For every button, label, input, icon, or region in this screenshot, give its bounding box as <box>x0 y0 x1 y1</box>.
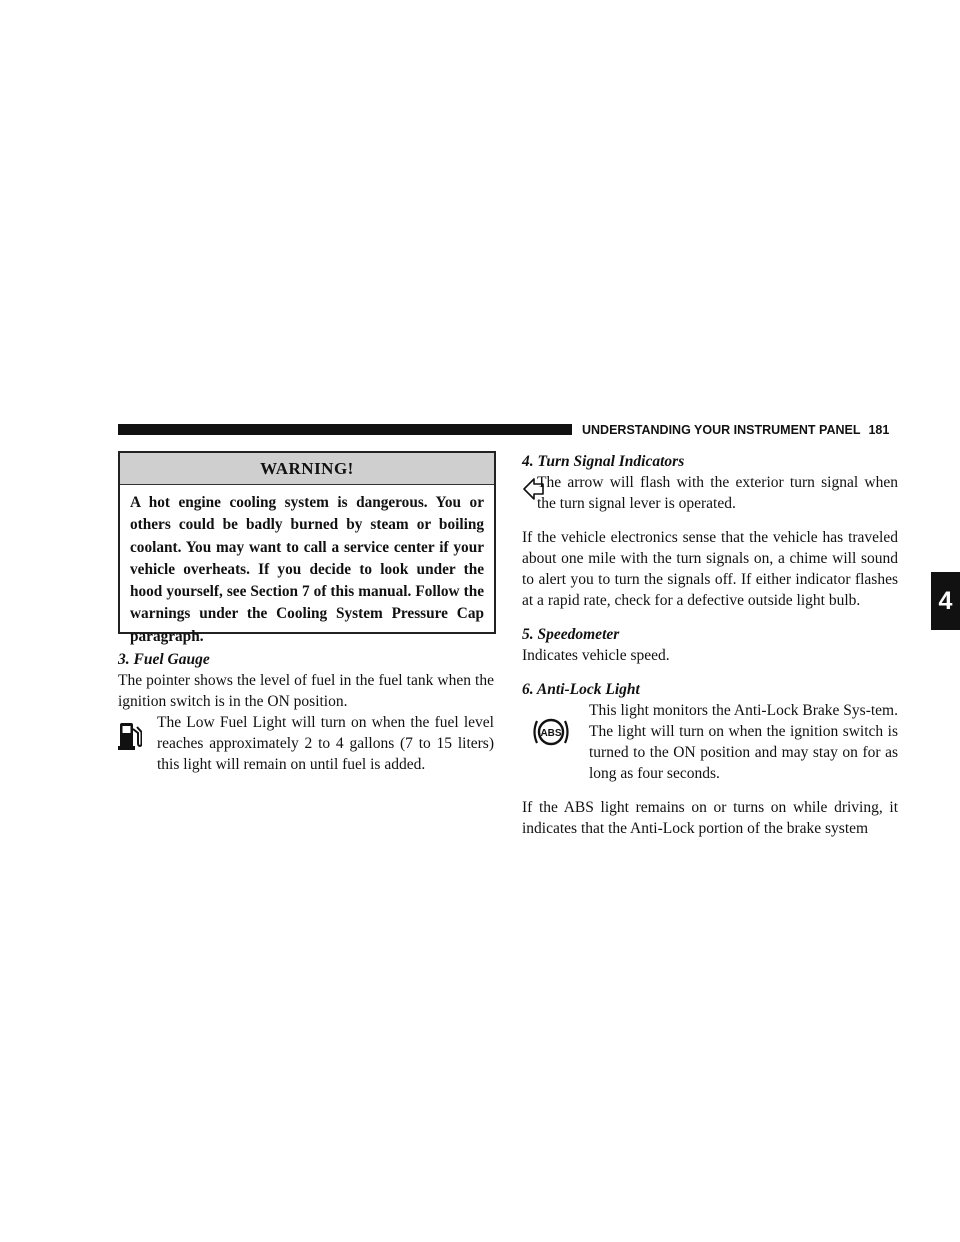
fuel-gauge-text: The pointer shows the level of fuel in the fuel tank when the ignition switch is in the ON position. <box>118 672 494 710</box>
abs-icon-label: ABS <box>540 728 562 739</box>
running-header <box>582 421 902 439</box>
anti-lock-text: If the ABS light remains on or turns on while driving, it indicates that the Anti-Lock portion of the brake system <box>522 799 898 837</box>
speedometer-heading: 5. Speedometer <box>522 626 620 643</box>
chapter-tab: 4 <box>931 572 960 630</box>
fuel-gauge-heading: 3. Fuel Gauge <box>118 651 210 668</box>
warning-text: A hot engine cooling system is dangerous. You or others could be badly burned by steam or boiling coolant. You may want to call a service center if your vehicle overheats. If you decide to look under the hood yourself, see Section 7 of this manual. Follow the warnings under the Cooling System Pressure Cap paragraph. <box>130 494 484 645</box>
anti-lock-block <box>522 700 898 784</box>
section-title: UNDERSTANDING YOUR INSTRUMENT PANEL <box>582 423 861 437</box>
abs-icon <box>530 715 572 754</box>
left-column <box>118 649 494 775</box>
low-fuel-block <box>118 712 494 775</box>
page-number: 181 <box>868 423 890 437</box>
turn-signal-block <box>522 472 898 514</box>
right-column <box>522 451 898 839</box>
fuel-pump-icon <box>118 720 142 755</box>
turn-signal-arrow-icon <box>523 477 545 506</box>
turn-signal-text: If the vehicle electronics sense that the vehicle has traveled about one mile with the turn signals on, a chime will sound to alert you to turn the signals off. If either indicator flashes at a rapid rate, check for a defective outside light bulb. <box>522 529 898 609</box>
anti-lock-heading: 6. Anti-Lock Light <box>522 681 640 698</box>
warning-title: WARNING! <box>120 453 494 485</box>
low-fuel-text: The Low Fuel Light will turn on when the fuel level reaches approximately 2 to 4 gallons (7 to 15 liters) this light will remain on until fuel is added. <box>157 714 494 773</box>
header-rule <box>118 424 572 435</box>
anti-lock-icon-text: This light monitors the Anti-Lock Brake Sys-tem. The light will turn on when the ignition switch is turned to the ON position and may stay on for as long as four seconds. <box>589 702 898 782</box>
turn-signal-icon-text: The arrow will flash with the exterior turn signal when the turn signal lever is operated. <box>537 474 898 512</box>
speedometer-text: Indicates vehicle speed. <box>522 647 670 664</box>
turn-signal-heading: 4. Turn Signal Indicators <box>522 453 685 470</box>
warning-box <box>118 451 496 645</box>
